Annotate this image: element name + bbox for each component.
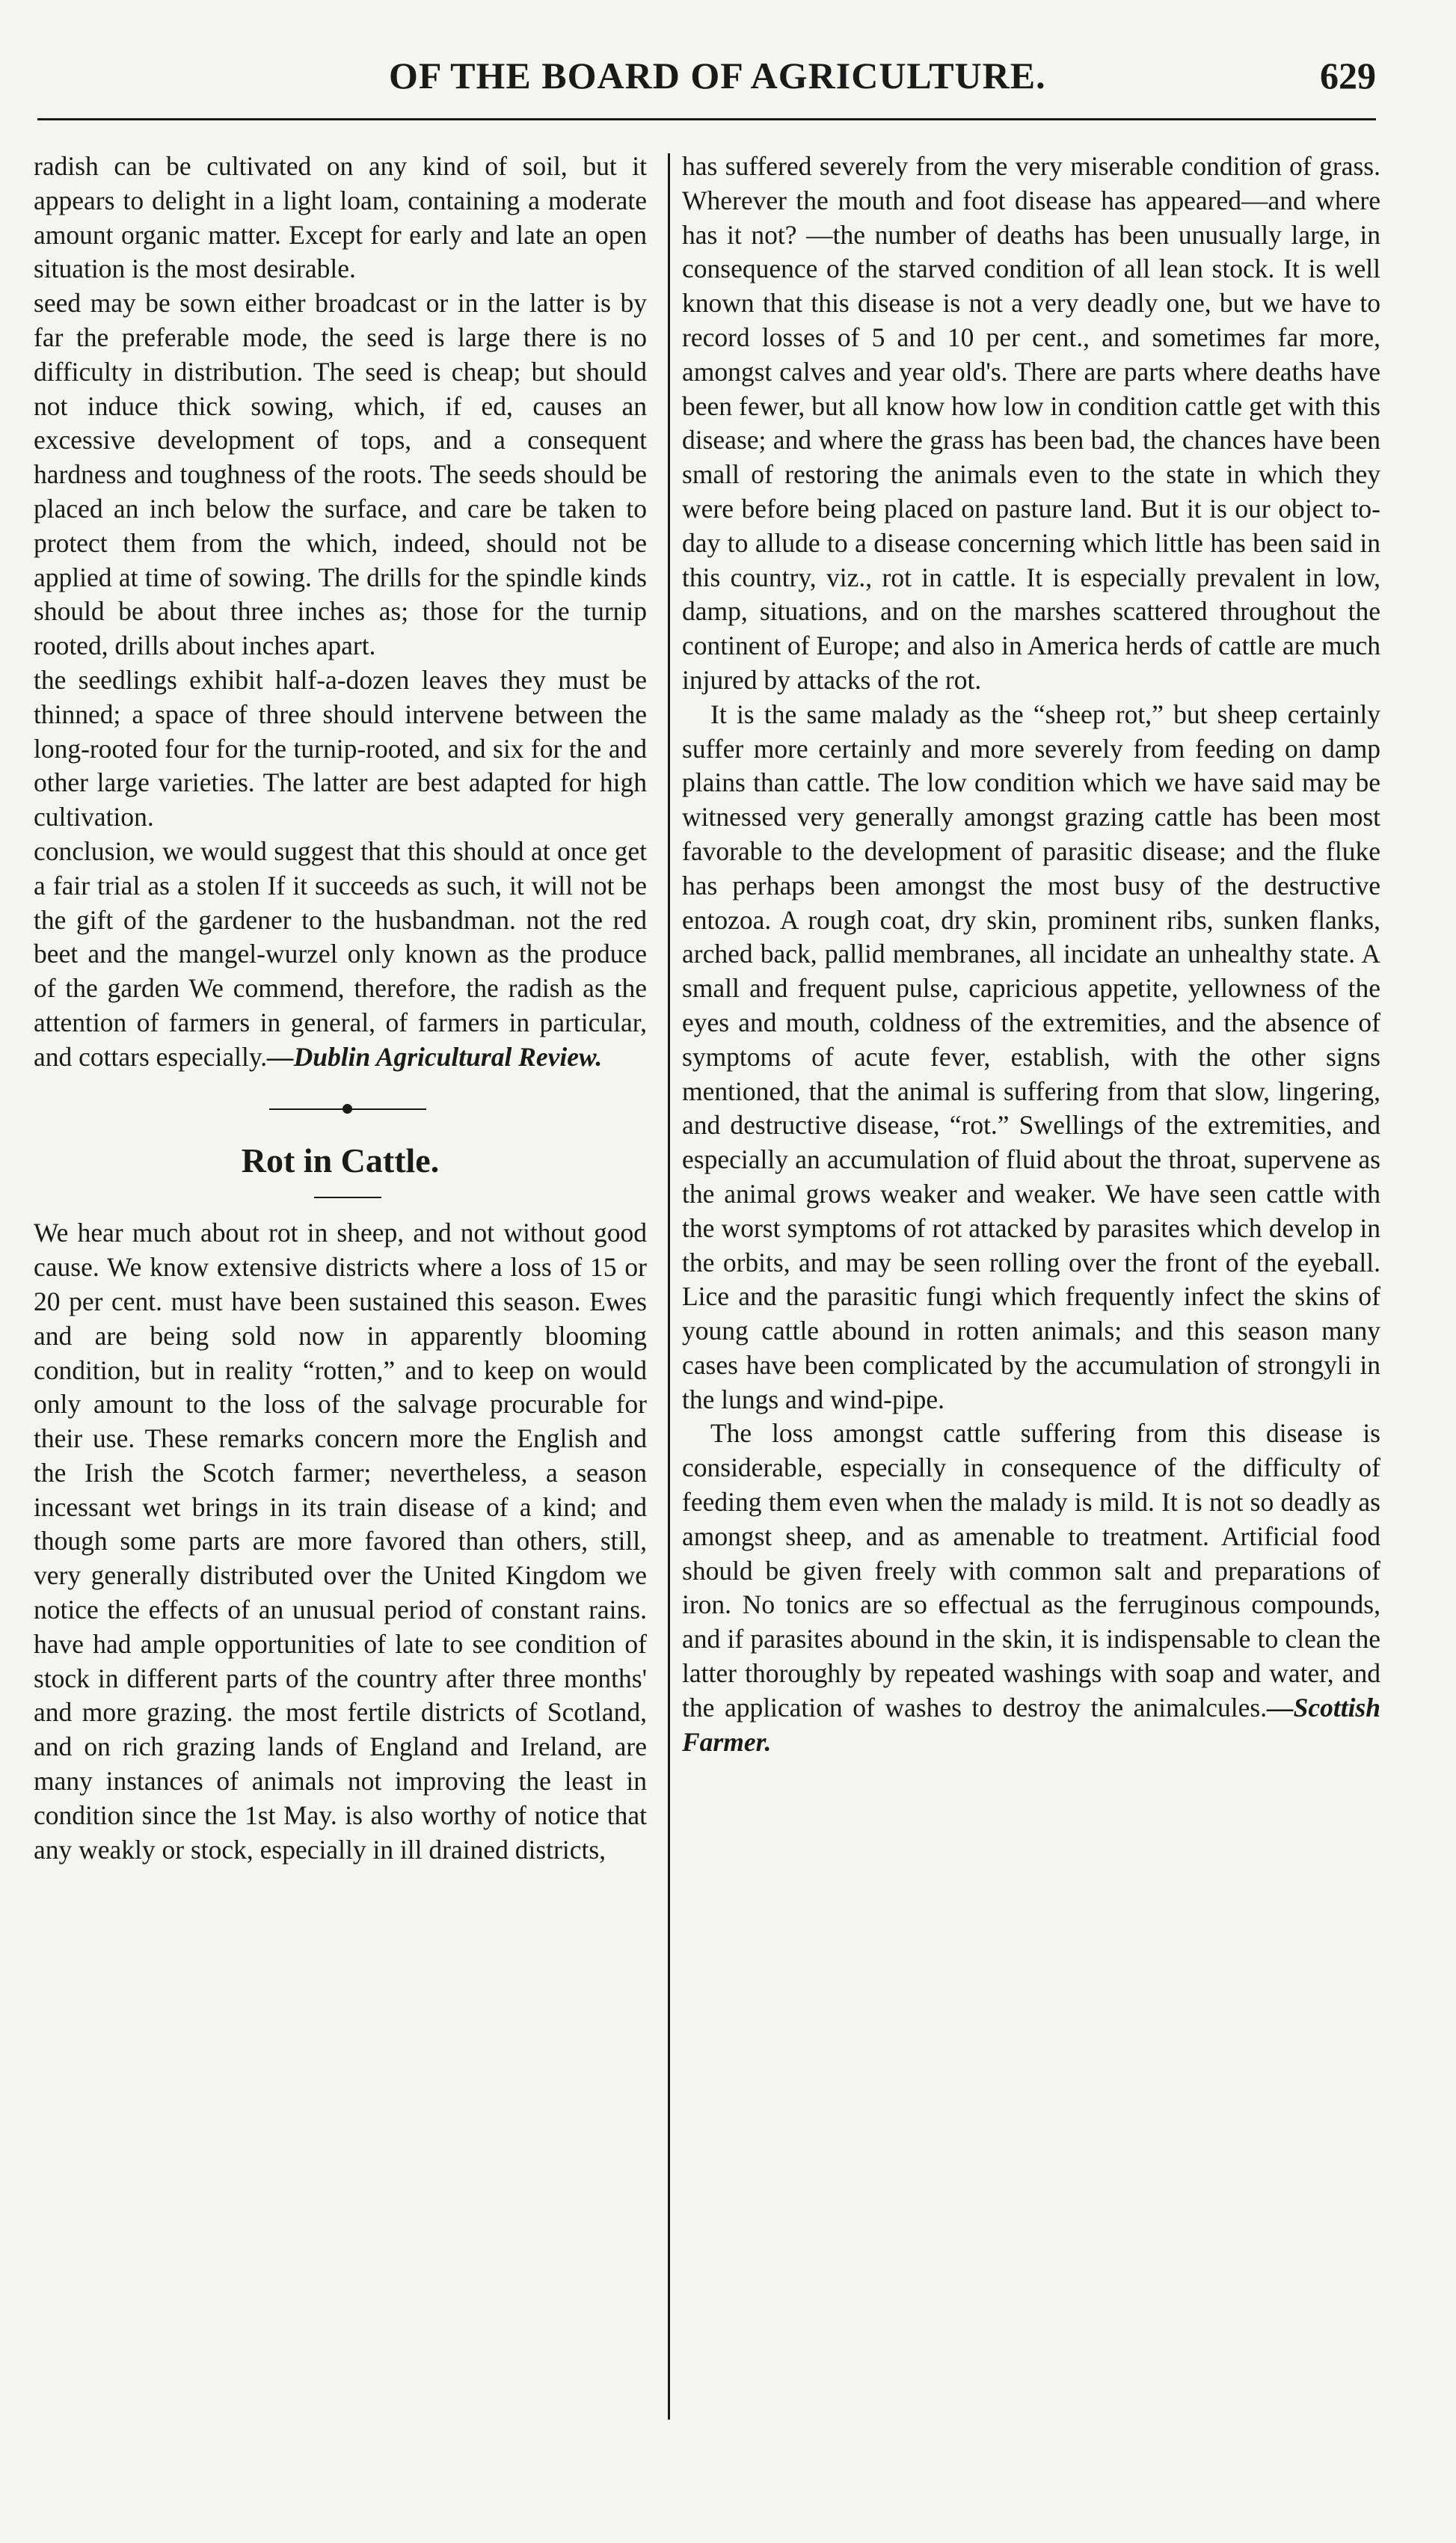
radish-paragraph-4 [34, 835, 647, 1075]
running-title: OF THE BOARD OF AGRICULTURE. [389, 55, 1046, 96]
radish-paragraph-2: seed may be sown either broadcast or in the latter is by far the preferable mode, the seed is large there is no difficulty in distribution. The seed is cheap; but should not induce thick sowing, which, if ed, causes an excessive development of tops, and a consequent hardness and toughness of the roots. The seeds should be placed an inch below the surface, and care be taken to protect them from the which, indeed, should not be applied at time of sowing. The drills for the spindle kinds should be about three inches as; those for the turnip rooted, drills about inches apart. [34, 288, 647, 661]
radish-paragraph-4-text: conclusion, we would suggest that this should at once get a fair trial as a stolen If it succeeds as such, it will not be the gift of the gardener to the husbandman. not the red beet and the mangel-wurzel only known as the produce of the garden We commend, therefore, the radish as the attention of farmers in general, of farmers in particular, and cottars especially. [34, 835, 647, 1072]
column-divider [668, 153, 670, 2420]
source-signature-right: —Scottish Farmer. [682, 1692, 1380, 1757]
header-rule [37, 118, 1376, 120]
title-rule [314, 1197, 381, 1198]
rot-paragraph-3-text: The loss amongst cattle suffering from this disease is considerable, especially in consequence of the difficulty of feeding them even when the malady is mild. It is not so deadly as amongst sheep, and as amenable to treatment. Artificial food should be given freely with common salt and preparations of iron. No tonics are so effectual as the ferruginous compounds, and if parasites abound in the skin, it is indispensable to clean the latter thoroughly by repeated washings with soap and water, and the application of washes to destroy the animalcules. [682, 1418, 1380, 1723]
rot-paragraph-1: We hear much about rot in sheep, and not without good cause. We know extensive districts where a loss of 15 or 20 per cent. must have been sustained this season. Ewes and are being sold now in apparently blooming condition, but in reality “rotten,” and to keep on would only amount to the loss of the salvage procurable for their use. These remarks concern more the English and the Irish the Scotch farmer; nevertheless, a season incessant wet brings in its train disease of a kind; and though some parts are more favored than others, still, very generally distributed over the United Kingdom we notice the effects of an unusual period of constant rains. have had ample opportunities of late to see condition of stock in different parts of the country after three months' and more grazing. the most fertile districts of Scotland, and on rich grazing lands of England and Ireland, are many instances of animals not improving the least in condition since the 1st May. is also worthy of notice that any weakly or stock, especially in ill drained districts, [34, 1218, 647, 1865]
page-number: 629 [1320, 55, 1376, 96]
page-header [389, 54, 1376, 106]
source-signature: —Dublin Agricultural Review. [267, 1041, 603, 1072]
section-ornament [269, 1102, 426, 1117]
ornament-dot [343, 1104, 352, 1114]
section-title: Rot in Cattle. [241, 1141, 440, 1180]
rot-paragraph-2: It is the same malady as the “sheep rot,” but sheep certainly suffer more certainly and more severely from feeding on damp plains than cattle. The low condition which we have said may be witnessed very generally amongst grazing cattle has been most favorable to the development of parasitic disease; and the fluke has perhaps been amongst the most busy of the destructive entozoa. A rough coat, dry skin, prominent ribs, sunken flanks, arched back, pallid membranes, all incidate an unhealthy state. A small and frequent pulse, capricious appetite, yellowness of the eyes and mouth, coldness of the extremities, and the absence of symptoms of acute fever, establish, with the other signs mentioned, that the animal is suffering from that slow, lingering, and destructive disease, “rot.” Swellings of the extremities, and especially an accumulation of fluid about the throat, supervene as the animal grows weaker and weaker. We have seen cattle with the worst symptoms of rot attacked by parasites which develop in the orbits, and may be seen rolling over the front of the eyeball. Lice and the parasitic fungi which frequently infect the skins of young cattle abound in rotten animals; and this season many cases have been complicated by the accumulation of strongyli in the lungs and wind-pipe. [682, 699, 1380, 1414]
rot-paragraph-continued: has suffered severely from the very miserable condition of grass. Wherever the mouth and foot disease has appeared—and where has it not? —the number of deaths has been unusually large, in consequence of the starved condition of all lean stock. It is well known that this disease is not a very deadly one, but we have to record losses of 5 and 10 per cent., and sometimes far more, amongst calves and year old's. There are parts where deaths have been fewer, but all know how low in condition cattle get with this disease; and where the grass has been bad, the chances have been small of restoring the animals even to the state in which they were before being placed on pasture land. But it is our object to-day to allude to a disease concerning which little has been said in this country, viz., rot in cattle. It is especially prevalent in low, damp, situations, and on the marshes scattered throughout the continent of Europe; and also in America herds of cattle are much injured by attacks of the rot. [682, 151, 1380, 695]
radish-paragraph-3: the seedlings exhibit half-a-dozen leaves they must be thinned; a space of three should intervene between the long-rooted four for the turnip-rooted, and six for the and other large varieties. The latter are best adapted for high cultivation. [34, 664, 647, 832]
right-column [682, 150, 1380, 1759]
left-column [34, 150, 647, 1867]
radish-paragraph-1: radish can be cultivated on any kind of soil, but it appears to delight in a light loam, containing a moderate amount organic matter. Except for early and late an open situation is the most desirable. [34, 151, 647, 284]
rot-paragraph-3 [682, 1417, 1380, 1759]
